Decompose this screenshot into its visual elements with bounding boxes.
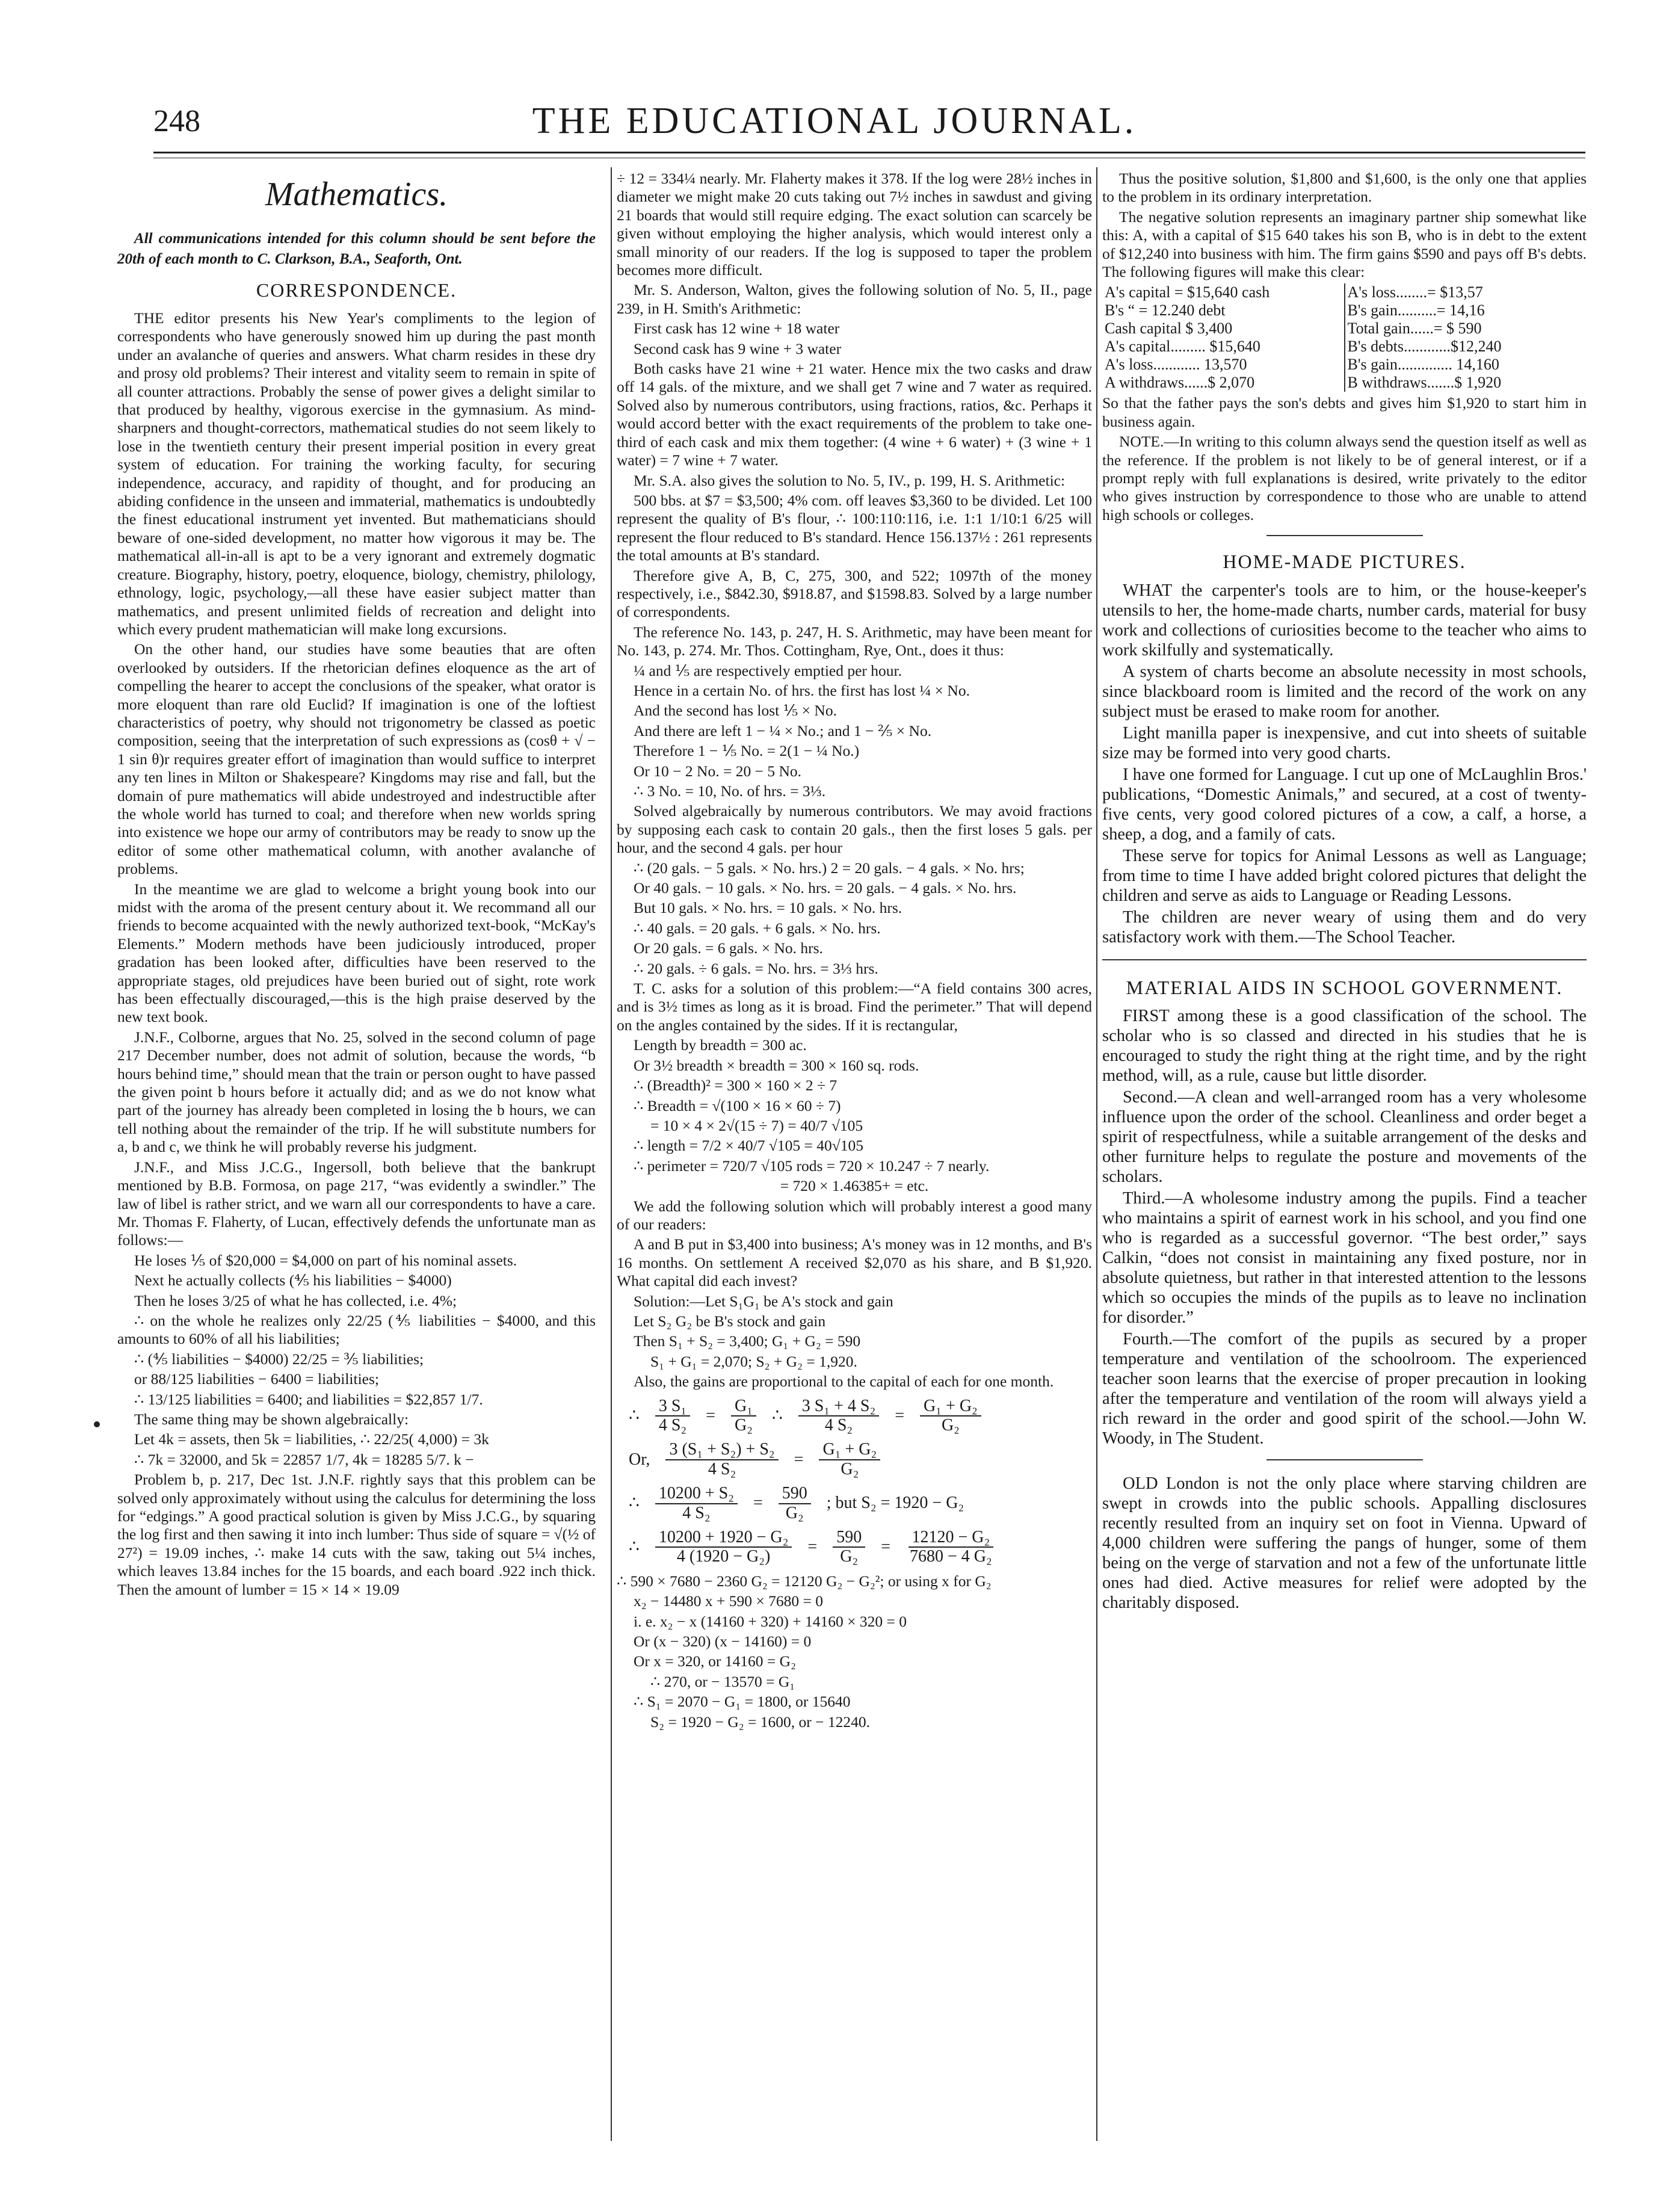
fraction-equation: ∴ $\frac{\text{10200 + 1920 − G₂}}{\text{4 (1920 − G₂)}}$ = $\frac{590}{\text{G₂}}$ = $\frac{\text{12120 − G₂}}{\text{7680 − 4 G₂}}$ (617, 1528, 1092, 1566)
page-number: 248 (153, 104, 200, 138)
fraction: $\frac{\text{10200 + 1920 − G₂}}{\text{4 (1920 − G₂)}}$ (655, 1528, 792, 1566)
equation-line: Also, the gains are proportional to the capital of each for one month. (634, 1373, 1054, 1391)
article-heading: MATERIAL AIDS IN SCHOOL GOVERNMENT. (1126, 977, 1563, 999)
fraction: $\frac{\text{G₁}}{\text{G₂}}$ (731, 1397, 756, 1435)
equation-line: ∴ 3 No. = 10, No. of hrs. = 3⅓. (634, 782, 826, 800)
equation-line: Then he loses 3/25 of what he has collected, i.e. 4%; (134, 1291, 457, 1309)
equation-line: Or 3½ breadth × breadth = 300 × 160 sq. rods. (634, 1056, 919, 1074)
paragraph: Second.—A clean and well-arranged room has a very wholesome influence upon the order of the school. Cleanliness and order beget a spirit of respectfulness, while a suitable arrangement of the desks and other furniture helps to regulate the posture and movements of the scholars. (1102, 1088, 1587, 1187)
intro-note: All communications intended for this column should be sent before the 20th of each month to C. Clarkson, B.A., Seaforth, Ont. (117, 230, 596, 267)
table-row: A's loss............ 13,570 B's gain.............. 14,160 (1102, 356, 1587, 374)
equation-line: Length by breadth = 300 ac. (634, 1036, 807, 1054)
equation-line: Hence in a certain No. of hrs. the first has lost ¼ × No. (634, 681, 970, 699)
paragraph: On the other hand, our studies have some beauties that are often overlooked by outsiders. If the rhetorician defines eloquence as the art of compelling the hearer to accept the conclusions of the speaker, what orator is more eloquent than rare old Euclid? If imagination is one of the loftiest characteristics of poetry, why should not trigonometry be classed as poetic composition, seeing that the interpretation of such expressions as (cosθ + √ − 1 sin θ)r requires greater effort of imagination than would suffice to interpret any ten lines in Milton or Shakespeare? Kingdoms may rise and fall, but the domain of pure mathematics will abide undestroyed and indestructible after the whole world has turned to coal; and therefore when new worlds spring into existence we hope our army of contributors may be ready to snow up the editor of some other mathematical column, with another avalanche of problems. (117, 640, 596, 878)
equation-line: = 720 × 1.46385+ = etc. (780, 1177, 929, 1195)
fraction: $\frac{\text{G₁ + G₂}}{\text{G₂}}$ (920, 1397, 981, 1435)
equation-line: or 88/125 liabilities − 6400 = liabilities; (134, 1370, 379, 1388)
column-divider (611, 167, 612, 2141)
equation-line: Or 20 gals. = 6 gals. × No. hrs. (634, 939, 823, 957)
equation-line: ∴ 7k = 32000, and 5k = 22857 1/7, 4k = 18285 5/7. k − (134, 1450, 474, 1468)
column-articles (1102, 170, 1587, 1614)
equation-line: S₁ + G₁ = 2,070; S₂ + G₂ = 1,920. (650, 1352, 857, 1370)
header-rule (153, 152, 1585, 153)
fraction: $\frac{\text{12120 − G₂}}{\text{7680 − 4 G₂}}$ (906, 1528, 996, 1566)
fraction: $\frac{\text{3 (S₁ + S₂) + S₂}}{\text{4 S₂}}$ (665, 1441, 778, 1478)
paragraph: We add the following solution which will probably interest a good many of our readers: (617, 1197, 1092, 1233)
equation-line: ∴ 13/125 liabilities = 6400; and liabilities = $22,857 1/7. (134, 1390, 483, 1408)
fraction-equation: ∴ $\frac{\text{10200 + S₂}}{\text{4 S₂}}$ = $\frac{590}{\text{G₂}}$ ; but S₂ = 1920 − G₂ (629, 1484, 964, 1522)
fraction-equation: ∴ $\frac{\text{3 S₁}}{\text{4 S₂}}$ = $\frac{\text{G₁}}{\text{G₂}}$ ∴ $\frac{\text{3 S₁ + 4 S₂}}{\text{4 S₂}}$ = $\frac{\text{G₁ + G₂}}{\text{G₂}}$ (617, 1397, 1092, 1435)
fraction: $\frac{590}{\text{G₂}}$ (779, 1484, 811, 1522)
section-divider (1266, 1459, 1423, 1460)
equation-line: ∴ Breadth = √(100 × 16 × 60 ÷ 7) (634, 1096, 841, 1114)
subsection-heading: CORRESPONDENCE. (256, 279, 457, 301)
paragraph: Third.—A wholesome industry among the pupils. Find a teacher who maintains a spirit of earnest work in his school, and you find one who is regarded as a successful governor. “The best order,” says Calkin, “does not consist in maintaining any fixed posture, nor in absolute quietness, but rather in that interested attention to the lessons which so occupies the minds of the pupils as to leave no inclination for disorder.” (1102, 1189, 1587, 1327)
paragraph: So that the father pays the son's debts and gives him $1,920 to start him in business again. (1102, 394, 1587, 430)
equation-line: Or 40 gals. − 10 gals. × No. hrs. = 20 gals. − 4 gals. × No. hrs. (634, 879, 1017, 897)
fraction: $\frac{\text{3 S₁ + 4 S₂}}{\text{4 S₂}}$ (798, 1397, 879, 1435)
column-divider (1096, 167, 1097, 2141)
equation-line: ∴ (⅘ liabilities − $4000) 22/25 = ⅗ liabilities; (134, 1350, 424, 1368)
equation-line: ∴ 20 gals. ÷ 6 gals. = No. hrs. = 3⅓ hrs. (634, 959, 878, 977)
equation-line: But 10 gals. × No. hrs. = 10 gals. × No. hrs. (634, 899, 902, 917)
equation-line: He loses ⅕ of $20,000 = $4,000 on part of his nominal assets. (134, 1251, 517, 1269)
section-heading: Mathematics. (265, 176, 448, 213)
paragraph: ÷ 12 = 334¼ nearly. Mr. Flaherty makes it 378. If the log were 28½ inches in diameter we might make 20 cuts taking out 7½ inches in sawdust and giving 21 boards that would still require edging. The exact solution can scarcely be given without employing the higher analysis, which would interest only a small minority of our readers. If the log is supposed to taper the problem becomes more difficult. (617, 170, 1092, 279)
paragraph: J.N.F., Colborne, argues that No. 25, solved in the second column of page 217 December number, does not admit of solution, because the words, “b hours behind time,” should mean that the train or person ought to have passed the given point b hours before it actually did; and as we do not know what part of the journey has already been completed in losing the b hours, we can tell nothing about the remainder of the trip. If he will substitute numbers for a, b and c, we think he will probably reverse his judgment. (117, 1028, 596, 1156)
paragraph: T. C. asks for a solution of this problem:—“A field contains 300 acres, and is 3½ times as long as it is broad. Find the perimeter.” That will depend on the angles contained by the sides. If it is rectangular, (617, 980, 1092, 1034)
equation-line: First cask has 12 wine + 18 water (634, 320, 840, 338)
equation-line: ∴ perimeter = 720/7 √105 rods = 720 × 10.247 ÷ 7 nearly. (634, 1157, 990, 1175)
fraction: $\frac{\text{10200 + S₂}}{\text{4 S₂}}$ (655, 1484, 738, 1522)
paragraph: A system of charts become an absolute necessity in most schools, since blackboard room is limited and the record of the work on any subject must be erased to make room for another. (1102, 663, 1587, 721)
equation-line: Let S₂ G₂ be B's stock and gain (634, 1312, 826, 1330)
article-vienna-children (1102, 1474, 1587, 1613)
equation-line: Or 10 − 2 No. = 20 − 5 No. (634, 762, 802, 780)
paragraph: I have one formed for Language. I cut up one of McLaughlin Bros.' publications, “Domestic Animals,” and secured, at a cost of twenty-five cents, very good colored pictures of a cow, a calf, a horse, a sheep, a dog, and a family of cats. (1102, 765, 1587, 844)
equation-line: Or (x − 320) (x − 14160) = 0 (634, 1633, 812, 1651)
paragraph: OLD London is not the only place where starving children are swept in crowds into the public schools. Appalling disclosures recently resulted from an inquiry set on foot in Vienna. Upward of 4,000 children were suffering the pangs of hunger, some of them being on the verge of starvation and not a few of the unfortunate little ones had died. Active measures for relief were adopted by the charitably disposed. (1102, 1474, 1587, 1613)
equation-line: = 10 × 4 × 2√(15 ÷ 7) = 40/7 √105 (650, 1116, 863, 1134)
fraction: $\frac{\text{3 S₁}}{\text{4 S₂}}$ (655, 1397, 690, 1435)
equation-line: Solution:—Let S₁G₁ be A's stock and gain (634, 1292, 893, 1310)
paragraph: Light manilla paper is inexpensive, and cut into sheets of suitable size may be formed into very good charts. (1102, 724, 1587, 763)
paragraph: Solved algebraically by numerous contributors. We may avoid fractions by supposing each cask to contain 20 gals., then the first loses 5 gals. per hour, and the second 4 gals. per hour (617, 802, 1092, 857)
equation-line: ∴ length = 7/2 × 40/7 √105 = 40√105 (634, 1137, 864, 1155)
fraction: $\frac{\text{G₁ + G₂}}{\text{G₂}}$ (819, 1441, 880, 1478)
equation-line: ∴ 590 × 7680 − 2360 G₂ = 12120 G₂ − G₂²; or using x for G₂ (617, 1572, 992, 1590)
equation-line: Then S₁ + S₂ = 3,400; G₁ + G₂ = 590 (634, 1332, 861, 1350)
paragraph: A and B put in $3,400 into business; A's money was in 12 months, and B's 16 months. On settlement A received $2,070 as his share, and B $1,920. What capital did each invest? (617, 1235, 1092, 1290)
paragraph: The negative solution represents an imaginary partner ship somewhat like this: A, with a capital of $15 640 takes his son B, who is in debt to the extent of $12,240 into business with him. The firm gains $590 and pays off B's debts. The following figures will make this clear: (1102, 208, 1587, 281)
editor-note: NOTE.—In writing to this column always send the question itself as well as the reference. If the problem is not likely to be of general interest, or if a prompt reply with full explanations is desired, write privately to the editor who gives instruction by correspondence to those who are unable to attend high schools or colleges. (1102, 433, 1587, 524)
equation-line: The same thing may be shown algebraically: (134, 1410, 409, 1428)
accounts-table (1102, 283, 1587, 392)
equation-line: ∴ (Breadth)² = 300 × 160 × 2 ÷ 7 (634, 1077, 838, 1095)
paragraph: FIRST among these is a good classification of the school. The scholar who is so classed and directed in his studies that he is encouraged to study the right thing at the right time, and by the right method, will, as a rule, cause but little disorder. (1102, 1007, 1587, 1086)
paragraph: Fourth.—The comfort of the pupils as secured by a proper temperature and ventilation of the schoolroom. The experienced teacher soon learns that the exercise of proper precaution in looking after the temperature and ventilation of the room will always yield a rich reward in the order and good spirit of the school.—John W. Woody, in The Student. (1102, 1330, 1587, 1448)
equation-line: ¼ and ⅕ are respectively emptied per hour. (634, 661, 902, 679)
paragraph: The children are never weary of using them and do very satisfactory work with them.—The School Teacher. (1102, 908, 1587, 947)
paragraph: Thus the positive solution, $1,800 and $1,600, is the only one that applies to the problem in its ordinary interpretation. (1102, 170, 1587, 206)
section-divider (1102, 959, 1587, 960)
section-divider (1266, 535, 1423, 536)
fraction: $\frac{590}{\text{G₂}}$ (833, 1528, 865, 1566)
paragraph: In the meantime we are glad to welcome a bright young book into our midst with the aroma of the present century about it. We recommand all our friends to become acquainted with the newly authorized text-book, “McKay's Elements.” Modern methods have been judiciously introduced, proper gradation has been looked after, difficulties have been reserved to the appropriate stages, old prejudices have been buried out of sight, rote work has been effectually discouraged,—this is the high praise deserved by the new text book. (117, 880, 596, 1026)
paragraph: Therefore give A, B, C, 275, 300, and 522; 1097th of the money respectively, i.e., $842.30, $918.87, and $1598.83. Solved by a large number of correspondents. (617, 566, 1092, 621)
equation-line: Next he actually collects (⅘ his liabilities − $4000) (134, 1271, 452, 1290)
equation-line: And there are left 1 − ¼ × No.; and 1 − ⅖ × No. (634, 721, 932, 740)
table-row: Cash capital $ 3,400 Total gain......= $ 590 (1102, 320, 1587, 338)
paragraph: Mr. S.A. also gives the solution to No. 5, IV., p. 199, H. S. Arithmetic: (634, 471, 1066, 489)
table-row: A withdraws......$ 2,070 B withdraws.......$ 1,920 (1102, 374, 1587, 392)
article-home-made-pictures (1102, 581, 1587, 947)
column-mathematics (117, 170, 596, 1601)
equation-line: Therefore 1 − ⅕ No. = 2(1 − ¼ No.) (634, 742, 860, 760)
table-row: A's capital = $15,640 cash A's loss........= $13,57 (1102, 283, 1587, 301)
equation-line: ∴ (20 gals. − 5 gals. × No. hrs.) 2 = 20 gals. − 4 gals. × No. hrs; (634, 859, 1025, 877)
equation-line: Let 4k = assets, then 5k = liabilities, ∴ 22/25( 4,000) = 3k (134, 1430, 489, 1448)
margin-mark (94, 1421, 100, 1427)
equation-line: Or x = 320, or 14160 = G₂ (634, 1652, 796, 1670)
equation-line: S₂ = 1920 − G₂ = 1600, or − 12240. (650, 1713, 871, 1731)
equation-line: ∴ S₁ = 2070 − G₁ = 1800, or 15640 (634, 1693, 851, 1711)
column-solutions (617, 170, 1092, 1733)
equation-line: ∴ 270, or − 13570 = G₁ (650, 1672, 795, 1690)
paragraph: 500 bbs. at $7 = $3,500; 4% com. off leaves $3,360 to be divided. Let 100 represent the quality of B's flour, ∴ 100:110:116, i.e. 1:1 1/10:1 6/25 will represent the flour reduced to B's standard. Hence 156.137½ : 261 represents the total amounts at B's standard. (617, 491, 1092, 564)
article-heading: HOME-MADE PICTURES. (1223, 551, 1466, 573)
equation-line: Second cask has 9 wine + 3 water (634, 339, 842, 357)
article-material-aids (1102, 1006, 1587, 1448)
equation-line: ∴ 40 gals. = 20 gals. + 6 gals. × No. hrs. (634, 919, 881, 937)
paragraph: THE editor presents his New Year's compliments to the legion of correspondents who have generously snowed him up during the past month under an avalanche of queries and answers. What charm resides in these dry and prosy old problems? Their interest and vitality seem to remain in spite of all counter attractions. Probably the sense of power gives a delight similar to that produced by healthy, vigorous exercise in the gymnasium. As mind-sharpners and thought-correctors, mathematical studies do not seem likely to lose in the twentieth century their present imperial position in every great system of education. For training the working faculty, for securing independence, accuracy, and rapidity of thought, and for producing an abiding confidence in the unseen and immaterial, mathematics is undoubtedly the finest educational instrument yet invented. But mathematicians should beware of one-sided development, no matter how vigorous it may be. The mathematical all-in-all is apt to be a very ignorant and extremely dogmatic creature. Biography, history, poetry, eloquence, biology, chemistry, philology, ethnology, logic, psychology,—all these have easier subject matter than mathematics, and present unlimited fields of recreation and delight into which every prudent mathematician will make long excursions. (117, 309, 596, 638)
paragraph: WHAT the carpenter's tools are to him, or the house-keeper's utensils to her, the home-made charts, number cards, material for busy work and collections of curiosities become to the teacher who aims to work skilfully and systematically. (1102, 581, 1587, 660)
table-row: A's capital......... $15,640 B's debts............$12,240 (1102, 338, 1587, 356)
fraction-equation: Or, $\frac{\text{3 (S₁ + S₂) + S₂}}{\text{4 S₂}}$ = $\frac{\text{G₁ + G₂}}{\text{G₂}}$ (617, 1441, 1092, 1478)
journal-title: THE EDUCATIONAL JOURNAL. (532, 100, 1137, 141)
equation-line: x₂ − 14480 x + 590 × 7680 = 0 (634, 1592, 824, 1610)
table-row: B's “ = 12.240 debt B's gain..........= 14,16 (1102, 301, 1587, 320)
equation-line: i. e. x₂ − x (14160 + 320) + 14160 × 320 = 0 (634, 1612, 907, 1630)
paragraph: J.N.F., and Miss J.C.G., Ingersoll, both believe that the bankrupt mentioned by B.B. Formosa, on page 217, “was evidently a swindler.” The law of libel is rather strict, and we warn all our correspondents to have a care. Mr. Thomas F. Flaherty, of Lucan, effectively defends the unfortunate man as follows:— (117, 1158, 596, 1249)
paragraph: Problem b, p. 217, Dec 1st. J.N.F. rightly says that this problem can be solved only approximately without using the calculus for determining the loss for “edgings.” A good practical solution is given by Miss J.C.G., by squaring the log first and then sawing it into inch lumber: Thus side of square = √(½ of 27²) = 19.09 inches, ∴ make 14 cuts with the saw, taking out 5¼ inches, which leaves 13.84 inches for the 15 boards, and each board .922 inch thick. Then the amount of lumber = 15 × 14 × 19.09 (117, 1471, 596, 1598)
paragraph: Both casks have 21 wine + 21 water. Hence mix the two casks and draw off 14 gals. of the mixture, and we shall get 7 wine and 7 water as required. Solved also by numerous contributors, using fractions, ratios, &c. Perhaps it would accord better with the exact requirements of the problem to take one-third of each cask and mix them together: (4 wine + 6 water) + (3 wine + 1 water) = 7 wine + 7 water. (617, 360, 1092, 469)
paragraph: The reference No. 143, p. 247, H. S. Arithmetic, may have been meant for No. 143, p. 274. Mr. Thos. Cottingham, Rye, Ont., does it thus: (617, 623, 1092, 660)
equation-line: And the second has lost ⅕ × No. (634, 702, 837, 720)
equation-line: ∴ on the whole he realizes only 22/25 (⅘ liabilities − $4000, and this amounts to 60% of all his liabilities; (117, 1311, 596, 1348)
paragraph: Mr. S. Anderson, Walton, gives the following solution of No. 5, II., page 239, in H. Smith's Arithmetic: (617, 281, 1092, 317)
paragraph: These serve for topics for Animal Lessons as well as Language; from time to time I have added bright colored pictures that delight the children and serve as aids to Language or Reading Lessons. (1102, 847, 1587, 906)
